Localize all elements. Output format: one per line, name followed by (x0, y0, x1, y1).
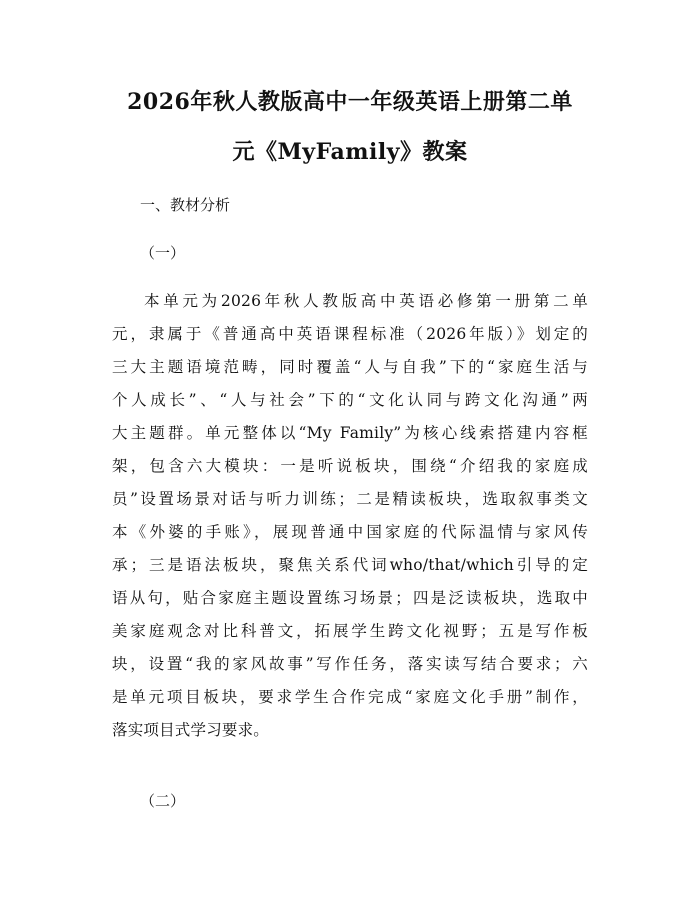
section-heading-textbook-analysis: 一、教材分析 (140, 196, 231, 214)
paragraph-line: 本《外婆的手账》，展现普通中国家庭的代际温情与家风传 (112, 523, 588, 541)
paragraph-line: 是单元项目板块，要求学生合作完成“家庭文化手册”制作， (112, 688, 588, 706)
document-title-line-2: 元《MyFamily》教案 (232, 139, 468, 165)
paragraph-line: 语从句，贴合家庭主题设置练习场景；四是泛读板块，选取中 (112, 589, 588, 607)
paragraph-line: 架，包含六大模块：一是听说板块，围绕“介绍我的家庭成 (112, 457, 588, 475)
paragraph-line: 块，设置“我的家风故事”写作任务，落实读写结合要求；六 (112, 655, 588, 673)
paragraph-line: 个人成长”、“人与社会”下的“文化认同与跨文化沟通”两 (112, 391, 588, 409)
paragraph-line: 大主题群。单元整体以“My Family”为核心线索搭建内容框 (112, 424, 588, 442)
paragraph-line: 三大主题语境范畴，同时覆盖“人与自我”下的“家庭生活与 (112, 358, 588, 376)
paragraph-line: 员”设置场景对话与听力训练；二是精读板块，选取叙事类文 (112, 490, 588, 508)
paragraph-line: 承；三是语法板块，聚焦关系代词who/that/which引导的定 (112, 556, 588, 574)
paragraph-line: 美家庭观念对比科普文，拓展学生跨文化视野；五是写作板 (112, 622, 588, 640)
document-title-line-1: 2026年秋人教版高中一年级英语上册第二单 (127, 89, 573, 115)
paragraph-line: 元，隶属于《普通高中英语课程标准（2026年版）》划定的 (112, 325, 588, 343)
subsection-heading-1: （一） (140, 244, 186, 262)
paragraph-line: 本单元为2026年秋人教版高中英语必修第一册第二单 (144, 292, 588, 310)
subsection-heading-2: （二） (140, 792, 186, 810)
paragraph-line: 落实项目式学习要求。 (112, 721, 270, 739)
